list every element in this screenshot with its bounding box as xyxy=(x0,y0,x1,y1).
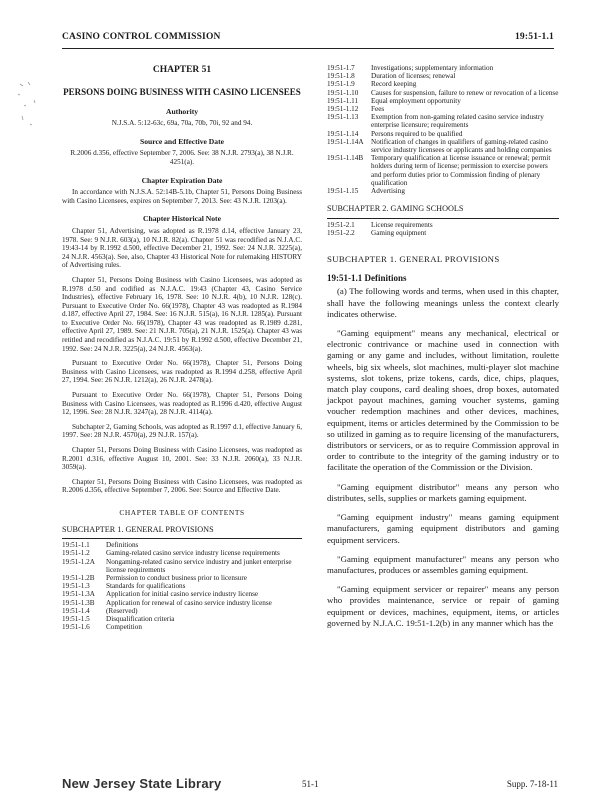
toc-entry-number: 19:51-1.11 xyxy=(327,96,359,105)
library-stamp: New Jersey State Library xyxy=(62,776,222,791)
body-paragraph: "Gaming equipment manufacturer" means any person who manufactures, produces or assembles gaming equipment. xyxy=(327,553,559,575)
toc-entry-number: 19:51-1.12 xyxy=(327,105,359,114)
source-text: R.2006 d.356, effective September 7, 2006. See: 38 N.J.R. 2793(a), 38 N.J.R. 4251(a). xyxy=(70,149,294,166)
toc-entry-number: 19:51-1.4 xyxy=(62,606,90,615)
toc-entry-number: 19:51-1.5 xyxy=(62,614,90,623)
running-header xyxy=(62,30,554,49)
toc-entry xyxy=(327,130,559,138)
divider xyxy=(327,218,559,219)
toc-list-2 xyxy=(327,221,559,237)
toc-entry-title: Investigations; supplementary information xyxy=(371,64,494,72)
header-section-number: 19:51-1.1 xyxy=(514,32,554,42)
toc-entry-number: 19:51-2.1 xyxy=(327,220,355,229)
toc-entry-number: 19:51-1.10 xyxy=(327,88,359,97)
body-paragraph: "Gaming equipment" means any mechanical, electrical or electronic contrivance or machine used in connection with gaming or any game and includes, without limitation, roulette wheels, big six wheels, slot machines, multi-player slot machine systems, slot tokens, prize tokens, cards, dice, chips, plaques, match play coupons, card dealing shoes, drop boxes, automated jackpot payout machines, gaming voucher systems, gaming voucher redemption machines and other devices, machines, equipment, items or articles determined by the Commission to be so utilized in gaming as to require licensing of the manufacturers, distributors or servicers, or as to require Commission approval in order to contribute to the integrity of the gaming industry or to facilitate the operation of the Commission or the Division. xyxy=(327,328,559,473)
toc-entry xyxy=(327,97,559,105)
body-paragraph: "Gaming equipment distributor" means any person who distributes, sells, supplies or markets gaming equipment. xyxy=(327,481,559,503)
toc-entry-title: (Reserved) xyxy=(106,606,138,615)
history-paragraph: Subchapter 2, Gaming Schools, was adopted as R.1997 d.1, effective January 6, 1997. See: 28 N.J.R. 4570(a), 29 N.J.R. 157(a). xyxy=(62,422,302,440)
toc-entry xyxy=(62,574,302,582)
toc-entry-number: 19:51-1.3A xyxy=(62,590,95,599)
history-heading: Chapter Historical Note xyxy=(143,214,221,224)
toc-list-1 xyxy=(62,541,302,631)
toc-entry-number: 19:51-1.15 xyxy=(327,187,359,196)
toc-entry-title: Advertising xyxy=(371,187,405,196)
toc-entry xyxy=(327,64,559,72)
toc-entry-number: 19:51-1.3B xyxy=(62,598,95,607)
toc-title: CHAPTER TABLE OF CONTENTS xyxy=(119,507,245,517)
toc-entry xyxy=(327,187,559,195)
chapter-number: CHAPTER 51 xyxy=(152,65,212,75)
toc-entry xyxy=(327,113,559,129)
supplement-date: Supp. 7-18-11 xyxy=(506,779,558,789)
toc-entry-title: Fees xyxy=(371,105,385,114)
toc-entry xyxy=(62,590,302,598)
toc-entry xyxy=(327,154,559,187)
toc-entry-title: Application for initial casino service industry license xyxy=(106,590,259,599)
expiration-heading: Chapter Expiration Date xyxy=(141,175,223,185)
section-heading: 19:51-1.1 Definitions xyxy=(327,272,407,283)
header-title: CASINO CONTROL COMMISSION xyxy=(62,32,221,42)
toc-entry xyxy=(62,582,302,590)
toc-entry-title: Exemption from non-gaming related casino service industry enterprise licensure; requirements xyxy=(371,113,544,130)
body-subchapter-heading: SUBCHAPTER 1. GENERAL PROVISIONS xyxy=(327,254,500,265)
body-paragraph: (a) The following words and terms, when used in this chapter, shall have the following meanings unless the context clearly indicates otherwise. xyxy=(327,286,559,319)
toc-entry-title: Notification of changes in qualifiers of gaming-related casino service industry licensees or applicants and holding companies xyxy=(371,137,552,155)
toc-entry xyxy=(327,229,559,237)
toc-entry-title: Disqualification criteria xyxy=(106,614,175,623)
left-column xyxy=(62,62,302,631)
authority-text: N.J.S.A. 5:12-63c, 69a, 70a, 70b, 70i, 92 and 94. xyxy=(111,119,253,128)
toc-entry-number: 19:51-1.8 xyxy=(327,72,355,81)
toc-entry xyxy=(62,558,302,574)
toc-entry-number: 19:51-1.2B xyxy=(62,573,95,582)
toc-entry-title: Standards for qualifications xyxy=(106,582,186,591)
toc-entry xyxy=(62,541,302,549)
toc-entry xyxy=(327,89,559,97)
margin-scan-marks xyxy=(10,80,50,140)
toc-subchapter-1: SUBCHAPTER 1. GENERAL PROVISIONS xyxy=(62,524,214,534)
toc-entry-number: 19:51-1.14A xyxy=(327,137,364,146)
body-paragraph: "Gaming equipment industry" means gaming equipment manufacturers, gaming equipment distributors and gaming equipment servicers. xyxy=(327,512,559,545)
history-paragraph: Pursuant to Executive Order No. 66(1978), Chapter 51, Persons Doing Business with Casino Licensees, was readopted as R.1994 d.258, effective April 27, 1994. See: 26 N.J.R. 1212(a), 26 N.J.R. 2478(a). xyxy=(62,359,302,385)
toc-entry xyxy=(62,615,302,623)
toc-entry-number: 19:51-1.13 xyxy=(327,113,359,122)
history-paragraph: Chapter 51, Advertising, was adopted as R.1978 d.14, effective January 23, 1978. See: 9 N.J.R. 603(a), 10 N.J.R. 82(a). Chapter 51 was recodified as N.J.A.C. 19:43-14 by R.1992 d.500, effective December 21, 1992. See: 24 N.J.R. 3225(a), 24 N.J.R. 4563(a). See, also, Chapter 43 Historical Note for rulemaking HISTORY of Advertising rules. xyxy=(62,226,302,270)
definitions-body xyxy=(327,286,559,628)
toc-entry-title: Causes for suspension, failure to renew or revocation of a license xyxy=(371,88,559,97)
right-column xyxy=(327,62,559,637)
toc-entry-title: Definitions xyxy=(106,541,139,550)
toc-entry-title: Persons required to be qualified xyxy=(371,129,463,138)
toc-entry xyxy=(327,72,559,80)
toc-entry-number: 19:51-1.6 xyxy=(62,623,90,632)
toc-entry-number: 19:51-1.2 xyxy=(62,549,90,558)
toc-list-1-continued xyxy=(327,64,559,195)
authority-heading: Authority xyxy=(165,106,199,116)
toc-entry-number: 19:51-1.2A xyxy=(62,557,95,566)
history-paragraph: Chapter 51, Persons Doing Business with Casino Licensees, was readopted as R.2006 d.356, effective September 7, 2006. See: Source and Effective Date. xyxy=(62,477,302,495)
chapter-title: PERSONS DOING BUSINESS WITH CASINO LICENSEES xyxy=(63,86,301,97)
body-paragraph: "Gaming equipment servicer or repairer" means any person who provides maintenance, service or repair of gaming equipment or devices, machines, equipment, items, or articles governed by N.J.A.C. 19:51-1.2(b) in any manner which has the xyxy=(327,584,559,628)
page-number: 51-1 xyxy=(302,779,319,789)
toc-entry-title: Competition xyxy=(106,623,142,632)
toc-entry xyxy=(327,138,559,154)
toc-entry xyxy=(327,221,559,229)
toc-entry-title: Application for renewal of casino service industry license xyxy=(106,598,272,607)
toc-entry-number: 19:51-2.2 xyxy=(327,229,355,238)
toc-entry-title: Gaming equipment xyxy=(371,229,427,238)
toc-entry-title: Temporary qualification at license issuance or renewal; permit holders during term of license; permission to exercise powers and perform duties prior to Commission finding of plenary qualification xyxy=(371,154,551,187)
toc-entry-title: Duration of licenses; renewal xyxy=(371,72,456,81)
toc-entry-number: 19:51-1.7 xyxy=(327,64,355,72)
toc-entry-title: License requirements xyxy=(371,220,433,229)
toc-entry-title: Record keeping xyxy=(371,80,417,89)
page-footer xyxy=(0,776,616,796)
toc-entry-title: Gaming-related casino service industry license requirements xyxy=(106,549,280,558)
source-heading: Source and Effective Date xyxy=(139,136,224,146)
history-paragraph: Chapter 51, Persons Doing Business with Casino Licensees, was readopted as R.2001 d.316, effective August 10, 2001. See: 33 N.J.R. 2060(a), 33 N.J.R. 3059(a). xyxy=(62,446,302,472)
expiration-text: In accordance with N.J.S.A. 52:14B-5.1b, Chapter 51, Persons Doing Business with Casino Licensees, expires on September 7, 2013. See: 43 N.J.R. 1203(a). xyxy=(62,188,302,205)
history-paragraph: Pursuant to Executive Order No. 66(1978), Chapter 51, Persons Doing Business with Casino Licensees, was readopted as R.1996 d.420, effective August 12, 1996. See: 28 N.J.R. 3247(a), 28 N.J.R. 4114(a). xyxy=(62,391,302,417)
toc-entry-number: 19:51-1.9 xyxy=(327,80,355,89)
toc-subchapter-2: SUBCHAPTER 2. GAMING SCHOOLS xyxy=(327,204,464,214)
toc-entry xyxy=(327,105,559,113)
toc-entry xyxy=(62,549,302,557)
toc-entry-number: 19:51-1.1 xyxy=(62,541,90,550)
toc-entry-title: Equal employment opportunity xyxy=(371,96,461,105)
toc-entry-title: Permission to conduct business prior to licensure xyxy=(106,573,247,582)
toc-entry-number: 19:51-1.3 xyxy=(62,582,90,591)
toc-entry xyxy=(62,607,302,615)
history-paragraph: Chapter 51, Persons Doing Business with Casino Licensees, was adopted as R.1978 d.50 and codified as N.J.A.C. 19:43 (Chapter 43, Casino Service Industries), effective February 16, 1978. See: 10 N.J.R. 4(b), 10 N.J.R. 128(c). Pursuant to Executive Order No. 66(1978), Chapter 43 was readopted as R.1984 d.187, effective April 27, 1984. See: 16 N.J.R. 515(a), 16 N.J.R. 1285(a). Pursuant to Executive Order No. 66(1978), Chapter 43 was readopted as R.1989 d.281, effective April 27, 1989. See: 21 N.J.R. 705(a), 21 N.J.R. 1525(a). Chapter 43 was retitled and recodified as N.J.A.C. 19:51 by R.1992 d.500, effective December 21, 1992. See: 24 N.J.R. 3225(a), 24 N.J.R. 4563(a). xyxy=(62,275,302,353)
toc-entry-number: 19:51-1.14 xyxy=(327,129,359,138)
divider xyxy=(62,538,302,539)
toc-entry xyxy=(327,80,559,88)
toc-entry-number: 19:51-1.14B xyxy=(327,154,364,163)
toc-entry xyxy=(62,623,302,631)
toc-entry-title: Nongaming-related casino service industry and junket enterprise license requirements xyxy=(106,557,292,574)
toc-entry xyxy=(62,599,302,607)
